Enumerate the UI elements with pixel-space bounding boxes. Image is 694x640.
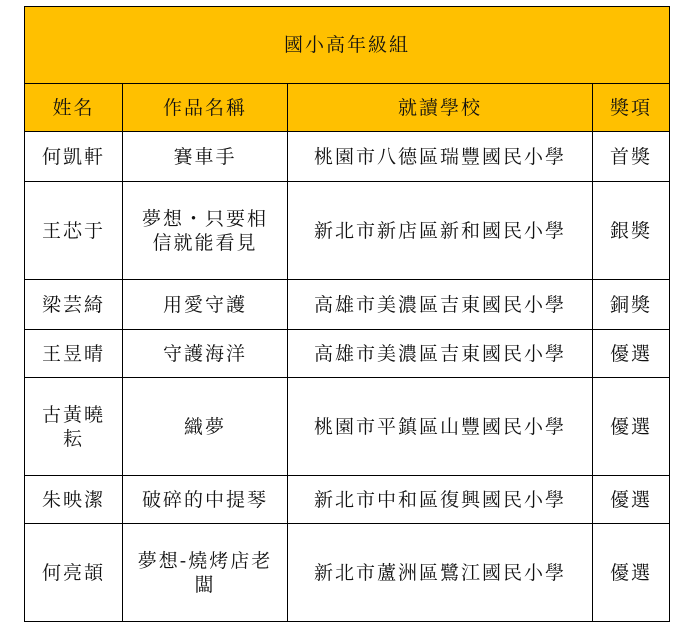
table-row bbox=[25, 280, 670, 330]
table-title: 國小高年級組 bbox=[25, 7, 670, 84]
header-work: 作品名稱 bbox=[123, 84, 288, 132]
cell-work bbox=[123, 182, 288, 280]
cell-work-line: 闆 bbox=[194, 573, 216, 596]
cell-name: 何亮頡 bbox=[25, 524, 123, 622]
cell-name bbox=[25, 378, 123, 476]
header-award: 獎項 bbox=[593, 84, 670, 132]
cell-school: 高雄市美濃區吉東國民小學 bbox=[288, 330, 593, 378]
cell-work: 織夢 bbox=[123, 378, 288, 476]
cell-name-line: 古黃曉 bbox=[41, 403, 105, 426]
cell-name: 何凱軒 bbox=[25, 132, 123, 182]
cell-school: 桃園市八德區瑞豐國民小學 bbox=[288, 132, 593, 182]
cell-work: 賽車手 bbox=[123, 132, 288, 182]
cell-name: 王昱晴 bbox=[25, 330, 123, 378]
cell-work: 破碎的中提琴 bbox=[123, 476, 288, 524]
cell-name: 梁芸綺 bbox=[25, 280, 123, 330]
cell-school: 高雄市美濃區吉東國民小學 bbox=[288, 280, 593, 330]
cell-award: 優選 bbox=[593, 378, 670, 476]
awards-table bbox=[24, 6, 670, 622]
cell-work-line: 夢想・只要相 bbox=[141, 207, 268, 230]
cell-award: 優選 bbox=[593, 330, 670, 378]
cell-award: 優選 bbox=[593, 476, 670, 524]
cell-school: 新北市蘆洲區鷺江國民小學 bbox=[288, 524, 593, 622]
cell-award: 首獎 bbox=[593, 132, 670, 182]
title-row bbox=[25, 7, 670, 84]
cell-work: 守護海洋 bbox=[123, 330, 288, 378]
cell-name-line: 耘 bbox=[62, 427, 84, 450]
cell-work bbox=[123, 524, 288, 622]
header-school: 就讀學校 bbox=[288, 84, 593, 132]
cell-work-line: 信就能看見 bbox=[152, 231, 258, 254]
cell-school: 桃園市平鎮區山豐國民小學 bbox=[288, 378, 593, 476]
header-row bbox=[25, 84, 670, 132]
table-row bbox=[25, 182, 670, 280]
table-row bbox=[25, 378, 670, 476]
table-row bbox=[25, 476, 670, 524]
cell-award: 銀獎 bbox=[593, 182, 670, 280]
cell-school: 新北市中和區復興國民小學 bbox=[288, 476, 593, 524]
table-row bbox=[25, 132, 670, 182]
cell-school: 新北市新店區新和國民小學 bbox=[288, 182, 593, 280]
cell-award: 銅獎 bbox=[593, 280, 670, 330]
table-row bbox=[25, 524, 670, 622]
cell-name: 王芯于 bbox=[25, 182, 123, 280]
table-row bbox=[25, 330, 670, 378]
cell-work: 用愛守護 bbox=[123, 280, 288, 330]
cell-award: 優選 bbox=[593, 524, 670, 622]
cell-name: 朱映潔 bbox=[25, 476, 123, 524]
header-name: 姓名 bbox=[25, 84, 123, 132]
cell-work-line: 夢想-燒烤店老 bbox=[137, 549, 273, 572]
